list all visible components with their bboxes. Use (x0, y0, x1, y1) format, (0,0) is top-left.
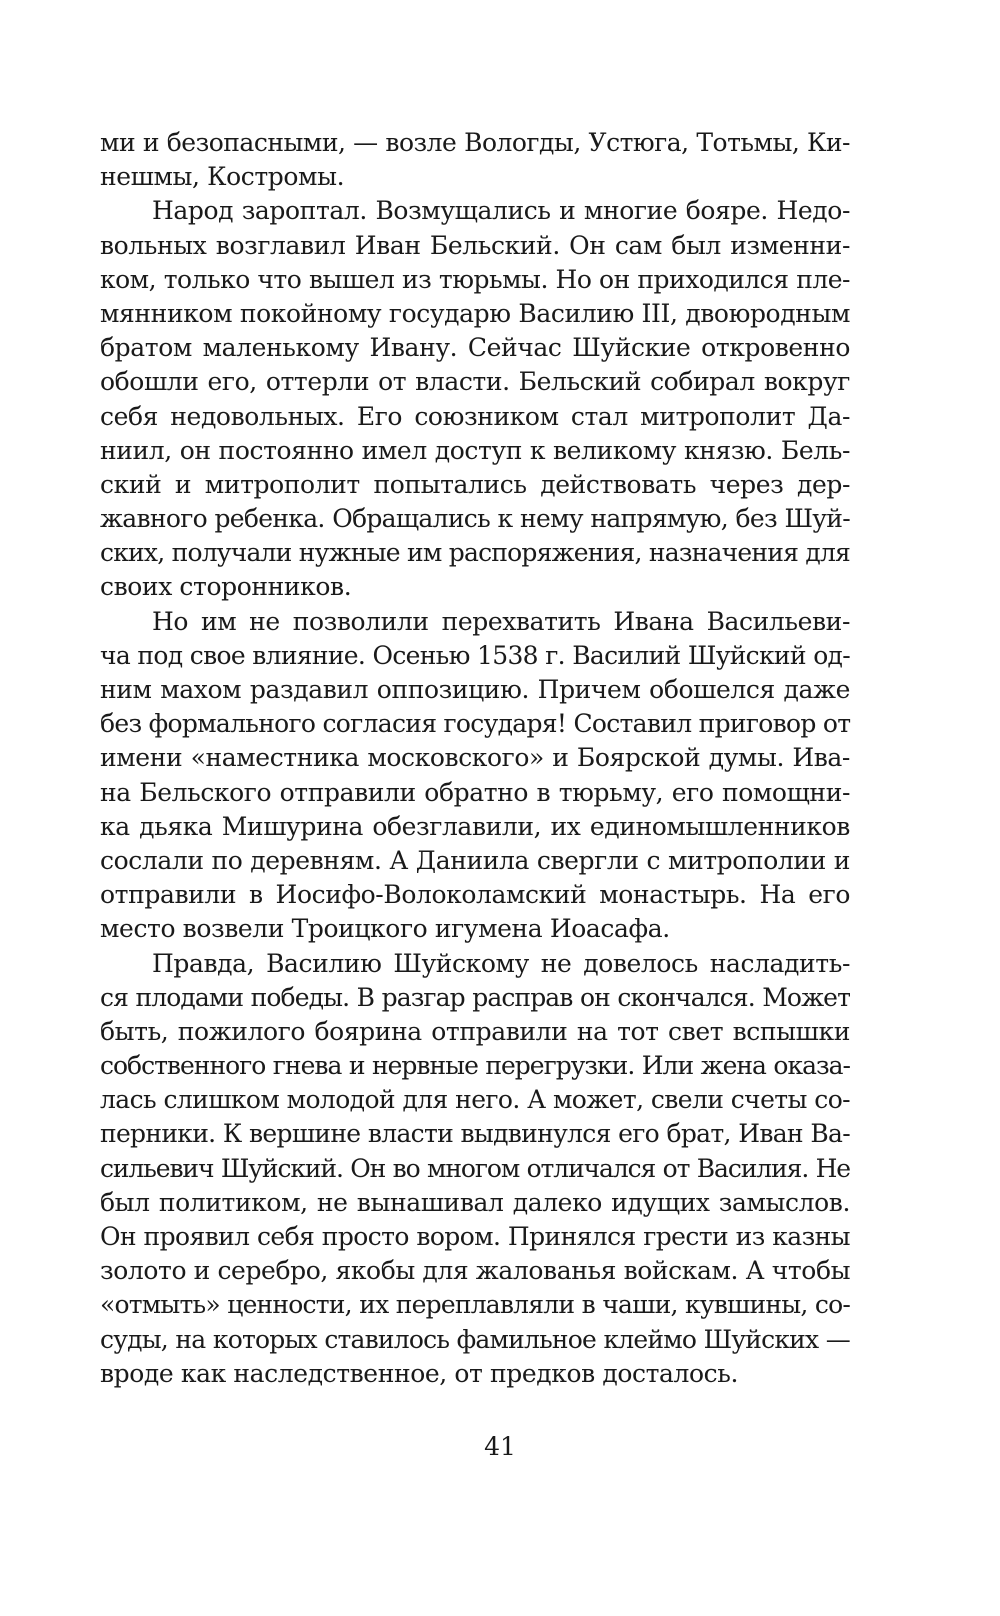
text-line: вроде как наследственное, от предков досталось. (100, 1358, 739, 1388)
text-line: был политиком, не вынашивал далеко идущих замыслов. (100, 1187, 850, 1217)
text-line: ских, получали нужные им распоряжения, назначения для (100, 538, 850, 568)
text-line: Народ зароптал. Возмущались и многие бояре. Недо- (152, 196, 850, 226)
text-line: сильевич Шуйский. Он во многом отличался от Василия. Не (100, 1153, 850, 1183)
text-line: ниил, он постоянно имел доступ к великому князю. Бель- (100, 435, 850, 465)
text-line: Он проявил себя просто вором. Принялся грести из казны (100, 1222, 850, 1251)
text-line: суды, на которых ставилось фамильное клеймо Шуйских — (100, 1324, 850, 1354)
paragraph-4 (100, 947, 850, 1391)
text-line: «отмыть» ценности, их переплавляли в чаши, кувшины, со- (100, 1290, 850, 1320)
text-line: нешмы, Костромы. (100, 162, 345, 192)
text-line: братом маленькому Ивану. Сейчас Шуйские откровенно (100, 333, 850, 363)
paragraph-3 (100, 605, 850, 947)
text-line: на Бельского отправили обратно в тюрьму, его помощни- (100, 777, 850, 807)
text-line: быть, пожилого боярина отправили на тот свет вспышки (100, 1016, 850, 1046)
text-line: без формального согласия государя! Составил приговор от (100, 709, 851, 739)
text-line: лась слишком молодой для него. А может, свели счеты со- (100, 1085, 850, 1115)
text-line: Но им не позволили перехватить Ивана Васильеви- (152, 606, 850, 636)
text-line: ком, только что вышел из тюрьмы. Но он приходился пле- (100, 264, 850, 294)
page-number: 41 (484, 1432, 516, 1461)
text-line: мянником покойному государю Василию III, двоюродным (100, 298, 850, 328)
text-line: своих сторонников. (100, 572, 352, 602)
text-line: ча под свое влияние. Осенью 1538 г. Василий Шуйский од- (100, 640, 850, 670)
text-line: Правда, Василию Шуйскому не довелось насладить- (152, 948, 850, 978)
text-line: обошли его, оттерли от власти. Бельский собирал вокруг (100, 367, 850, 397)
text-line: ся плодами победы. В разгар расправ он скончался. Может (100, 982, 850, 1012)
paragraph-2 (100, 194, 850, 604)
text-line: ский и митрополит попытались действовать через дер- (100, 469, 850, 499)
text-line: золото и серебро, якобы для жалованья войскам. А чтобы (100, 1256, 851, 1286)
text-line: вольных возглавил Иван Бельский. Он сам был изменни- (100, 230, 850, 260)
text-line: перники. К вершине власти выдвинулся его брат, Иван Ва- (100, 1119, 850, 1149)
text-line: ним махом раздавил оппозицию. Причем обошелся даже (100, 675, 850, 704)
paragraph-1 (100, 126, 850, 194)
page-body (100, 126, 850, 1391)
text-line: ми и безопасными, — возле Вологды, Устюга, Тотьмы, Ки- (100, 128, 850, 157)
text-line: себя недовольных. Его союзником стал митрополит Да- (100, 401, 850, 431)
text-line: отправили в Иосифо-Волоколамский монастырь. На его (100, 880, 850, 910)
text-line: жавного ребенка. Обращались к нему напрямую, без Шуй- (100, 504, 850, 534)
text-line: сослали по деревням. А Даниила свергли с митрополии и (100, 845, 850, 875)
text-line: имени «наместника московского» и Боярской думы. Ива- (100, 743, 850, 773)
text-line: ка дьяка Мишурина обезглавили, их единомышленников (100, 811, 850, 841)
text-line: место возвели Троицкого игумена Иоасафа. (100, 914, 670, 944)
text-line: собственного гнева и нервные перегрузки. Или жена оказа- (100, 1051, 850, 1081)
